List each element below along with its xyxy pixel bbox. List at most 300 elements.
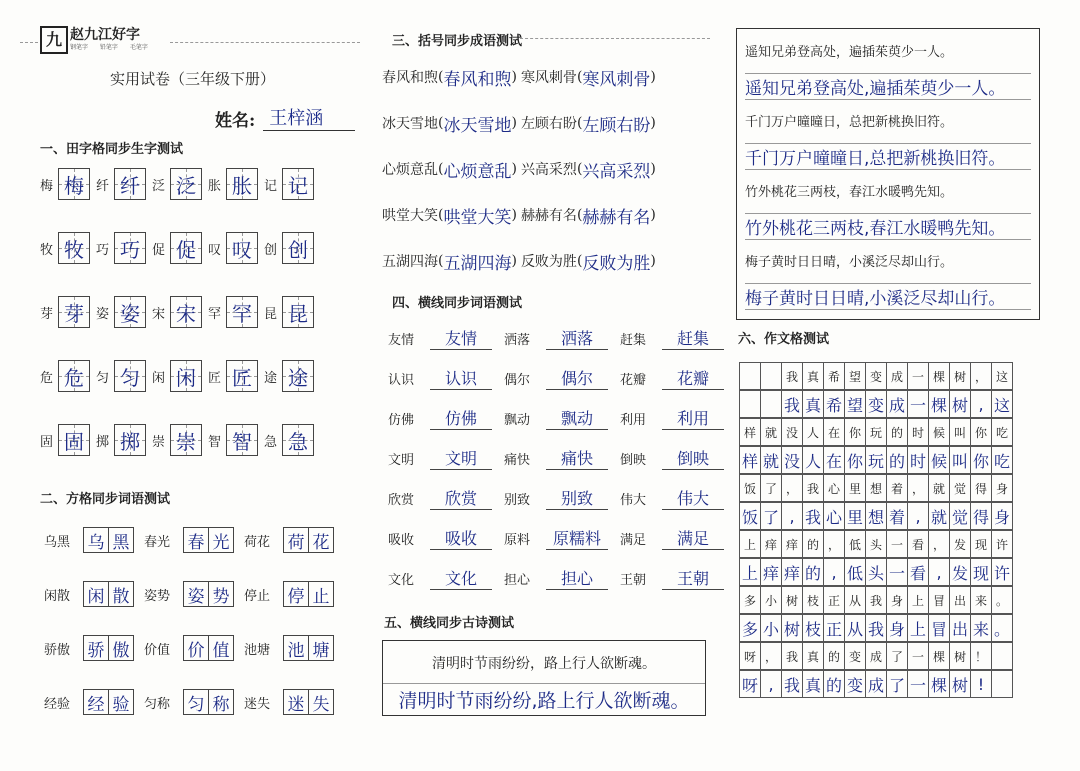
bracket-open: ( xyxy=(438,207,444,223)
composition-cell: 你 xyxy=(844,418,866,446)
idiom-row xyxy=(382,202,660,228)
section-title: 四、横线同步词语测试 xyxy=(392,296,523,311)
handwritten-character: 芽 xyxy=(64,301,84,326)
composition-cell: ， xyxy=(928,530,950,558)
composition-cell: 上 xyxy=(739,558,761,586)
poem-handwritten-line: 遥知兄弟登高处,遍插茱萸少一人。 xyxy=(745,73,1031,100)
tianzige-cell xyxy=(152,296,202,328)
composition-cell: 在 xyxy=(823,418,845,446)
tianzige-cell xyxy=(40,168,90,200)
handwritten-character: 匠 xyxy=(232,365,252,390)
handwritten-character: 黑 xyxy=(108,527,134,553)
printed-idiom: 心烦意乱 xyxy=(382,162,438,178)
tianzige-cell xyxy=(152,424,202,456)
handwritten-character: 池 xyxy=(283,635,309,661)
composition-cell: 一 xyxy=(907,390,929,418)
tianzige-cell xyxy=(264,296,314,328)
fangge-row xyxy=(44,633,344,663)
word-line-cell xyxy=(620,526,730,550)
composition-cell: 玩 xyxy=(865,446,887,474)
composition-cell: 成 xyxy=(886,362,908,390)
composition-cell: 许 xyxy=(991,530,1013,558)
idiom-row xyxy=(382,64,660,90)
printed-word: 迷失 xyxy=(244,696,271,712)
handwritten-word: 飘动 xyxy=(546,406,608,430)
composition-cell: 我 xyxy=(781,670,803,698)
printed-word: 王朝 xyxy=(620,572,647,588)
composition-row xyxy=(740,390,1036,418)
handwritten-character: 春 xyxy=(183,527,209,553)
composition-cell: 树 xyxy=(781,586,803,614)
header-divider xyxy=(170,42,360,43)
handwritten-word: 痛快 xyxy=(546,446,608,470)
composition-cell xyxy=(739,362,761,390)
tianzige-row xyxy=(40,422,320,458)
bracket-open: ( xyxy=(438,69,444,85)
tianzige-box xyxy=(282,296,314,328)
handwritten-word: 伟大 xyxy=(662,486,724,510)
composition-cell: 现 xyxy=(970,558,992,586)
composition-cell: 多 xyxy=(739,614,761,642)
composition-cell: , xyxy=(970,390,992,418)
poem-print-line: 遥知兄弟登高处，遍插茱萸少一人。 xyxy=(745,45,954,60)
fangge-box xyxy=(184,581,234,607)
tianzige-box xyxy=(282,232,314,264)
tianzige-cell xyxy=(264,168,314,200)
printed-character: 急 xyxy=(264,434,278,450)
tianzige-box xyxy=(226,232,258,264)
composition-cell: 候 xyxy=(928,446,950,474)
tianzige-row xyxy=(40,166,320,202)
composition-cell: 枝 xyxy=(802,614,824,642)
composition-cell: 多 xyxy=(739,586,761,614)
composition-cell: 许 xyxy=(991,558,1013,586)
bracket-close: ) xyxy=(511,207,517,223)
brand-subtitle: 钢笔字 铅笔字 毛笔字 xyxy=(70,44,148,51)
handwritten-character: 创 xyxy=(288,237,308,262)
composition-cell: 真 xyxy=(802,642,824,670)
composition-row xyxy=(740,642,1036,670)
composition-cell: 的 xyxy=(802,558,824,586)
tianzige-row xyxy=(40,358,320,394)
composition-cell: 呀 xyxy=(739,642,761,670)
brand-logo xyxy=(40,24,160,54)
word-line-cell xyxy=(620,406,730,430)
composition-cell: 就 xyxy=(928,474,950,502)
handwritten-word: 花瓣 xyxy=(662,366,724,390)
word-line-cell xyxy=(620,446,730,470)
composition-cell: 头 xyxy=(865,530,887,558)
composition-cell: 痒 xyxy=(781,558,803,586)
printed-word: 偶尔 xyxy=(504,372,531,388)
printed-word: 匀称 xyxy=(144,696,171,712)
printed-word: 文化 xyxy=(388,572,415,588)
printed-character: 智 xyxy=(208,434,222,450)
handwritten-character: 牧 xyxy=(64,237,84,262)
bracket-open: ( xyxy=(576,115,583,131)
composition-cell xyxy=(991,670,1013,698)
word-line-cell xyxy=(504,406,614,430)
fangge-box xyxy=(84,635,134,661)
handwritten-idiom: 心烦意乱 xyxy=(443,161,512,182)
composition-cell: 的 xyxy=(823,642,845,670)
composition-cell: 我 xyxy=(781,642,803,670)
composition-cell: 出 xyxy=(949,586,971,614)
printed-word: 痛快 xyxy=(504,452,531,468)
word-line-row xyxy=(388,324,736,352)
word-line-cell xyxy=(504,366,614,390)
name-field xyxy=(215,104,355,131)
tianzige-box xyxy=(58,424,90,456)
handwritten-character: 势 xyxy=(208,581,234,607)
word-line-row xyxy=(388,564,736,592)
fangge-box xyxy=(184,635,234,661)
tianzige-cell xyxy=(208,424,258,456)
composition-cell: 希 xyxy=(823,362,845,390)
handwritten-idiom: 赫赫有名 xyxy=(582,207,651,228)
tianzige-box xyxy=(58,232,90,264)
bracket-open: ( xyxy=(576,253,583,269)
tianzige-box xyxy=(282,424,314,456)
printed-word: 春光 xyxy=(144,534,171,550)
composition-cell xyxy=(739,390,761,418)
composition-cell: 了 xyxy=(760,502,782,530)
composition-cell: 候 xyxy=(928,418,950,446)
composition-cell: 小 xyxy=(760,586,782,614)
handwritten-character: 失 xyxy=(308,689,334,715)
word-line-cell xyxy=(388,366,498,390)
printed-character: 促 xyxy=(152,242,166,258)
fangge-box xyxy=(84,689,134,715)
composition-cell: 从 xyxy=(844,586,866,614)
composition-cell: 就 xyxy=(760,446,782,474)
printed-character: 闲 xyxy=(152,370,166,386)
composition-cell: 我 xyxy=(865,586,887,614)
composition-cell: , xyxy=(907,502,929,530)
composition-cell: 变 xyxy=(865,362,887,390)
bracket-open: ( xyxy=(576,207,583,223)
printed-character: 牧 xyxy=(40,242,54,258)
handwritten-word: 别致 xyxy=(546,486,608,510)
printed-word: 荷花 xyxy=(244,534,271,550)
handwritten-character: 崇 xyxy=(176,429,196,454)
composition-cell: 低 xyxy=(844,558,866,586)
handwritten-word: 文明 xyxy=(430,446,492,470)
composition-cell: 身 xyxy=(886,614,908,642)
composition-row xyxy=(740,418,1036,446)
brand-mark-icon: 九 xyxy=(40,26,68,54)
composition-cell: ! xyxy=(970,670,992,698)
handwritten-idiom: 哄堂大笑 xyxy=(443,207,512,228)
section-title: 一、田字格同步生字测试 xyxy=(40,142,184,157)
composition-cell: 着 xyxy=(886,474,908,502)
printed-word: 停止 xyxy=(244,588,271,604)
tianzige-box xyxy=(226,296,258,328)
composition-cell: 冒 xyxy=(928,586,950,614)
poem-print-line: 千门万户曈曈日，总把新桃换旧符。 xyxy=(745,115,954,130)
composition-row xyxy=(740,502,1036,530)
handwritten-character: 危 xyxy=(64,365,84,390)
composition-cell: 望 xyxy=(844,390,866,418)
tianzige-cell xyxy=(208,232,258,264)
printed-character: 崇 xyxy=(152,434,166,450)
handwritten-character: 巧 xyxy=(120,237,140,262)
tianzige-cell xyxy=(96,360,146,392)
handwritten-character: 昆 xyxy=(288,301,308,326)
printed-character: 昆 xyxy=(264,306,278,322)
tianzige-cell xyxy=(152,168,202,200)
tianzige-box xyxy=(226,168,258,200)
tianzige-box xyxy=(114,424,146,456)
composition-cell: ， xyxy=(781,474,803,502)
handwritten-word: 倒映 xyxy=(662,446,724,470)
word-line-cell xyxy=(388,406,498,430)
composition-cell: 小 xyxy=(760,614,782,642)
printed-word: 骄傲 xyxy=(44,642,71,658)
composition-cell: 吃 xyxy=(991,446,1013,474)
handwritten-character: 记 xyxy=(288,173,308,198)
printed-character: 匠 xyxy=(208,370,222,386)
printed-word: 友情 xyxy=(388,332,415,348)
tianzige-box xyxy=(170,232,202,264)
composition-row xyxy=(740,530,1036,558)
composition-cell: 着 xyxy=(886,502,908,530)
header-divider xyxy=(520,38,710,39)
composition-cell xyxy=(760,390,782,418)
printed-character: 危 xyxy=(40,370,54,386)
composition-cell: 人 xyxy=(802,446,824,474)
composition-row xyxy=(740,670,1036,698)
fangge-box xyxy=(284,527,334,553)
composition-cell: 树 xyxy=(949,390,971,418)
composition-cell: 我 xyxy=(802,502,824,530)
handwritten-character: 止 xyxy=(308,581,334,607)
word-line-row xyxy=(388,484,736,512)
composition-cell xyxy=(760,362,782,390)
word-line-row xyxy=(388,404,736,432)
printed-character: 固 xyxy=(40,434,54,450)
composition-cell: 从 xyxy=(844,614,866,642)
fangge-box xyxy=(84,581,134,607)
tianzige-box xyxy=(226,360,258,392)
poem-practice-box xyxy=(736,28,1040,320)
fangge-box xyxy=(84,527,134,553)
composition-cell: 棵 xyxy=(928,390,950,418)
composition-cell: 呀 xyxy=(739,670,761,698)
composition-cell: 出 xyxy=(949,614,971,642)
composition-cell: 现 xyxy=(970,530,992,558)
bracket-close: ) xyxy=(511,69,517,85)
printed-idiom: 寒风刺骨 xyxy=(520,70,577,86)
composition-cell: 变 xyxy=(844,670,866,698)
printed-character: 匀 xyxy=(96,370,110,386)
printed-word: 经验 xyxy=(44,696,71,712)
handwritten-character: 叹 xyxy=(232,237,252,262)
composition-cell: 在 xyxy=(823,446,845,474)
tianzige-box xyxy=(114,168,146,200)
composition-grid xyxy=(740,362,1036,698)
handwritten-character: 散 xyxy=(108,581,134,607)
printed-character: 姿 xyxy=(96,306,110,322)
printed-idiom: 赫赫有名 xyxy=(520,208,577,224)
word-line-cell xyxy=(388,526,498,550)
printed-character: 创 xyxy=(264,242,278,258)
handwritten-idiom: 冰天雪地 xyxy=(443,115,512,136)
handwritten-character: 傲 xyxy=(108,635,134,661)
tianzige-cell xyxy=(152,360,202,392)
composition-cell: 希 xyxy=(823,390,845,418)
composition-cell: 上 xyxy=(907,614,929,642)
tianzige-cell xyxy=(40,296,90,328)
handwritten-character: 姿 xyxy=(183,581,209,607)
composition-cell: 树 xyxy=(949,670,971,698)
tianzige-cell xyxy=(208,168,258,200)
section-title: 二、方格同步词语测试 xyxy=(40,492,171,507)
composition-cell: 我 xyxy=(802,474,824,502)
composition-cell: ， xyxy=(907,474,929,502)
printed-character: 胀 xyxy=(208,178,222,194)
fangge-box xyxy=(284,581,334,607)
handwritten-word: 仿佛 xyxy=(430,406,492,430)
printed-word: 飘动 xyxy=(504,412,531,428)
composition-cell: 低 xyxy=(844,530,866,558)
composition-cell: 得 xyxy=(970,474,992,502)
printed-idiom: 反败为胜 xyxy=(520,254,577,270)
printed-idiom: 哄堂大笑 xyxy=(382,208,438,224)
composition-cell: 看 xyxy=(907,530,929,558)
word-line-cell xyxy=(620,566,730,590)
composition-cell: ， xyxy=(970,362,992,390)
tianzige-box xyxy=(58,168,90,200)
printed-word: 原料 xyxy=(504,532,531,548)
handwritten-idiom: 兴高采烈 xyxy=(582,161,651,182)
printed-word: 欣赏 xyxy=(388,492,415,508)
printed-idiom: 冰天雪地 xyxy=(382,116,438,132)
composition-cell: 上 xyxy=(739,530,761,558)
handwritten-character: 闲 xyxy=(176,365,196,390)
composition-cell: 树 xyxy=(781,614,803,642)
composition-cell: 觉 xyxy=(949,502,971,530)
handwritten-character: 胀 xyxy=(232,173,252,198)
handwritten-character: 值 xyxy=(208,635,234,661)
word-line-cell xyxy=(620,326,730,350)
poem-print-line: 梅子黄时日日晴，小溪泛尽却山行。 xyxy=(745,255,954,270)
composition-cell: 变 xyxy=(865,390,887,418)
word-line-cell xyxy=(388,446,498,470)
composition-cell: 这 xyxy=(991,362,1013,390)
composition-cell: 你 xyxy=(844,446,866,474)
composition-cell: 树 xyxy=(949,642,971,670)
fangge-row xyxy=(44,525,344,555)
printed-character: 巧 xyxy=(96,242,110,258)
handwritten-character: 荷 xyxy=(283,527,309,553)
composition-cell: 发 xyxy=(949,530,971,558)
printed-word: 吸收 xyxy=(388,532,415,548)
fangge-box xyxy=(184,689,234,715)
word-line-cell xyxy=(504,566,614,590)
word-line-cell xyxy=(504,486,614,510)
composition-cell: 。 xyxy=(991,586,1013,614)
section-title: 三、括号同步成语测试 xyxy=(392,34,523,49)
handwritten-character: 匀 xyxy=(183,689,209,715)
composition-cell: 成 xyxy=(865,670,887,698)
printed-character: 叹 xyxy=(208,242,222,258)
name-value: 王梓涵 xyxy=(263,104,355,131)
handwritten-character: 罕 xyxy=(232,301,252,326)
word-line-row xyxy=(388,364,736,392)
composition-cell: 就 xyxy=(928,502,950,530)
handwritten-character: 花 xyxy=(308,527,334,553)
printed-character: 途 xyxy=(264,370,278,386)
tianzige-cell xyxy=(40,424,90,456)
printed-idiom: 左顾右盼 xyxy=(520,116,577,132)
printed-idiom: 春风和煦 xyxy=(382,70,438,86)
fangge-row xyxy=(44,579,344,609)
tianzige-box xyxy=(58,296,90,328)
composition-cell: 想 xyxy=(865,502,887,530)
printed-character: 掷 xyxy=(96,434,110,450)
composition-cell: 就 xyxy=(760,418,782,446)
composition-cell: 树 xyxy=(949,362,971,390)
tianzige-cell xyxy=(264,424,314,456)
composition-cell: 成 xyxy=(865,642,887,670)
handwritten-word: 原糯料 xyxy=(546,526,608,550)
handwritten-character: 急 xyxy=(288,429,308,454)
poem-handwritten-line: 清明时节雨纷纷,路上行人欲断魂。 xyxy=(383,683,705,713)
fangge-row xyxy=(44,687,344,717)
printed-word: 姿势 xyxy=(144,588,171,604)
bracket-close: ) xyxy=(650,207,656,223)
composition-cell: 了 xyxy=(760,474,782,502)
printed-idiom: 兴高采烈 xyxy=(520,162,577,178)
composition-cell: 样 xyxy=(739,446,761,474)
bracket-open: ( xyxy=(576,69,583,85)
printed-word: 仿佛 xyxy=(388,412,415,428)
tianzige-cell xyxy=(40,360,90,392)
composition-cell: 望 xyxy=(844,362,866,390)
composition-cell: 想 xyxy=(865,474,887,502)
composition-cell: 一 xyxy=(907,362,929,390)
composition-cell: 正 xyxy=(823,614,845,642)
fangge-box xyxy=(184,527,234,553)
composition-cell: 觉 xyxy=(949,474,971,502)
printed-word: 文明 xyxy=(388,452,415,468)
name-label: 姓名: xyxy=(215,111,256,131)
composition-cell: 棵 xyxy=(928,362,950,390)
printed-word: 别致 xyxy=(504,492,531,508)
composition-cell: 没 xyxy=(781,418,803,446)
printed-word: 闲散 xyxy=(44,588,71,604)
composition-cell: ， xyxy=(823,530,845,558)
printed-word: 满足 xyxy=(620,532,647,548)
handwritten-character: 姿 xyxy=(120,301,140,326)
printed-character: 纤 xyxy=(96,178,110,194)
tianzige-box xyxy=(170,168,202,200)
composition-cell: 身 xyxy=(991,502,1013,530)
word-line-cell xyxy=(504,326,614,350)
composition-cell: ！ xyxy=(970,642,992,670)
tianzige-cell xyxy=(96,168,146,200)
composition-cell: 成 xyxy=(886,390,908,418)
composition-cell: 棵 xyxy=(928,642,950,670)
tianzige-cell xyxy=(264,232,314,264)
printed-character: 记 xyxy=(264,178,278,194)
handwritten-character: 验 xyxy=(108,689,134,715)
handwritten-character: 掷 xyxy=(120,429,140,454)
composition-cell: 的 xyxy=(823,670,845,698)
composition-row xyxy=(740,362,1036,390)
composition-cell: 里 xyxy=(844,474,866,502)
